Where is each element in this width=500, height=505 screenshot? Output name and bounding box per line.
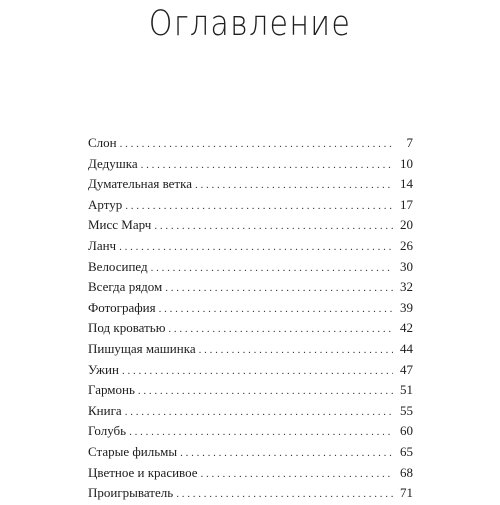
page-title: Оглавление xyxy=(148,4,352,44)
dot-leader xyxy=(129,422,393,443)
dot-leader xyxy=(154,216,393,237)
toc-entry xyxy=(88,463,413,484)
toc-entry xyxy=(88,483,413,504)
toc-entry-title: Ланч xyxy=(88,237,117,253)
toc-entry-title: Гармонь xyxy=(88,382,135,398)
toc-entry-title: Велосипед xyxy=(88,258,148,274)
dot-leader xyxy=(195,175,393,196)
dot-leader xyxy=(119,237,393,258)
dot-leader xyxy=(176,484,393,505)
toc-entry-title: Проигрыватель xyxy=(88,485,174,501)
dot-leader xyxy=(201,464,393,485)
dot-leader xyxy=(125,402,393,423)
toc-entry xyxy=(88,215,413,236)
toc-entry-page-number: 55 xyxy=(400,402,413,418)
toc-entry-page-number: 65 xyxy=(400,443,413,459)
dot-leader xyxy=(125,196,393,217)
toc-entry xyxy=(88,380,413,401)
toc-entry-title: Голубь xyxy=(88,423,127,439)
toc-entry-page-number: 10 xyxy=(400,155,413,171)
toc-entry-page-number: 39 xyxy=(400,299,413,315)
toc-entry xyxy=(88,360,413,381)
toc-entry-title: Всегда рядом xyxy=(88,279,163,295)
toc-entry xyxy=(88,236,413,257)
toc-entry-page-number: 26 xyxy=(400,237,413,253)
toc-entry-page-number: 44 xyxy=(400,340,413,356)
toc-entry-page-number: 47 xyxy=(400,361,413,377)
toc-entry-title: Цветное и красивое xyxy=(88,464,198,480)
dot-leader xyxy=(199,340,393,361)
dot-leader xyxy=(168,319,393,340)
toc-entry-page-number: 17 xyxy=(400,196,413,212)
toc-entry-title: Слон xyxy=(88,135,117,150)
toc-entry-page-number: 14 xyxy=(400,176,413,192)
toc-entry-page-number: 68 xyxy=(400,464,413,480)
toc-entry-title: Артур xyxy=(88,196,123,212)
toc-entry-page-number: 71 xyxy=(400,485,413,501)
dot-leader xyxy=(180,443,393,464)
toc-entry-page-number: 60 xyxy=(400,423,413,439)
toc-entry-title: Ужин xyxy=(88,361,119,377)
dot-leader xyxy=(120,134,393,155)
toc-entry-page-number: 7 xyxy=(406,135,413,150)
toc-entry xyxy=(88,257,413,278)
toc-entry xyxy=(88,174,413,195)
toc-entry xyxy=(88,401,413,422)
toc-entry xyxy=(88,318,413,339)
toc-entry xyxy=(88,421,413,442)
toc-entry xyxy=(88,339,413,360)
toc-entry xyxy=(88,133,413,154)
toc-entry-title: Пишущая машинка xyxy=(88,340,196,356)
toc-entry xyxy=(88,442,413,463)
dot-leader xyxy=(159,299,393,320)
dot-leader xyxy=(151,258,393,279)
dot-leader xyxy=(141,155,393,176)
toc-entry-page-number: 20 xyxy=(400,217,413,233)
toc-entry-title: Мисс Марч xyxy=(88,217,152,233)
toc-entry-page-number: 30 xyxy=(400,258,413,274)
toc-entry-title: Старые фильмы xyxy=(88,443,178,459)
toc-entry-title: Думательная ветка xyxy=(88,176,192,192)
toc-entry-title: Фотография xyxy=(88,299,156,315)
toc-entry xyxy=(88,298,413,319)
toc-entry-title: Книга xyxy=(88,402,122,418)
toc-entry-title: Дедушка xyxy=(88,155,138,171)
toc-entry-title: Под кроватью xyxy=(88,320,166,336)
toc-entry xyxy=(88,154,413,175)
table-of-contents xyxy=(88,133,413,504)
toc-entry xyxy=(88,195,413,216)
toc-entry-page-number: 32 xyxy=(400,279,413,295)
dot-leader xyxy=(165,278,393,299)
toc-entry xyxy=(88,277,413,298)
dot-leader xyxy=(138,381,393,402)
dot-leader xyxy=(122,361,393,382)
toc-entry-page-number: 42 xyxy=(400,320,413,336)
toc-entry-page-number: 51 xyxy=(400,382,413,398)
